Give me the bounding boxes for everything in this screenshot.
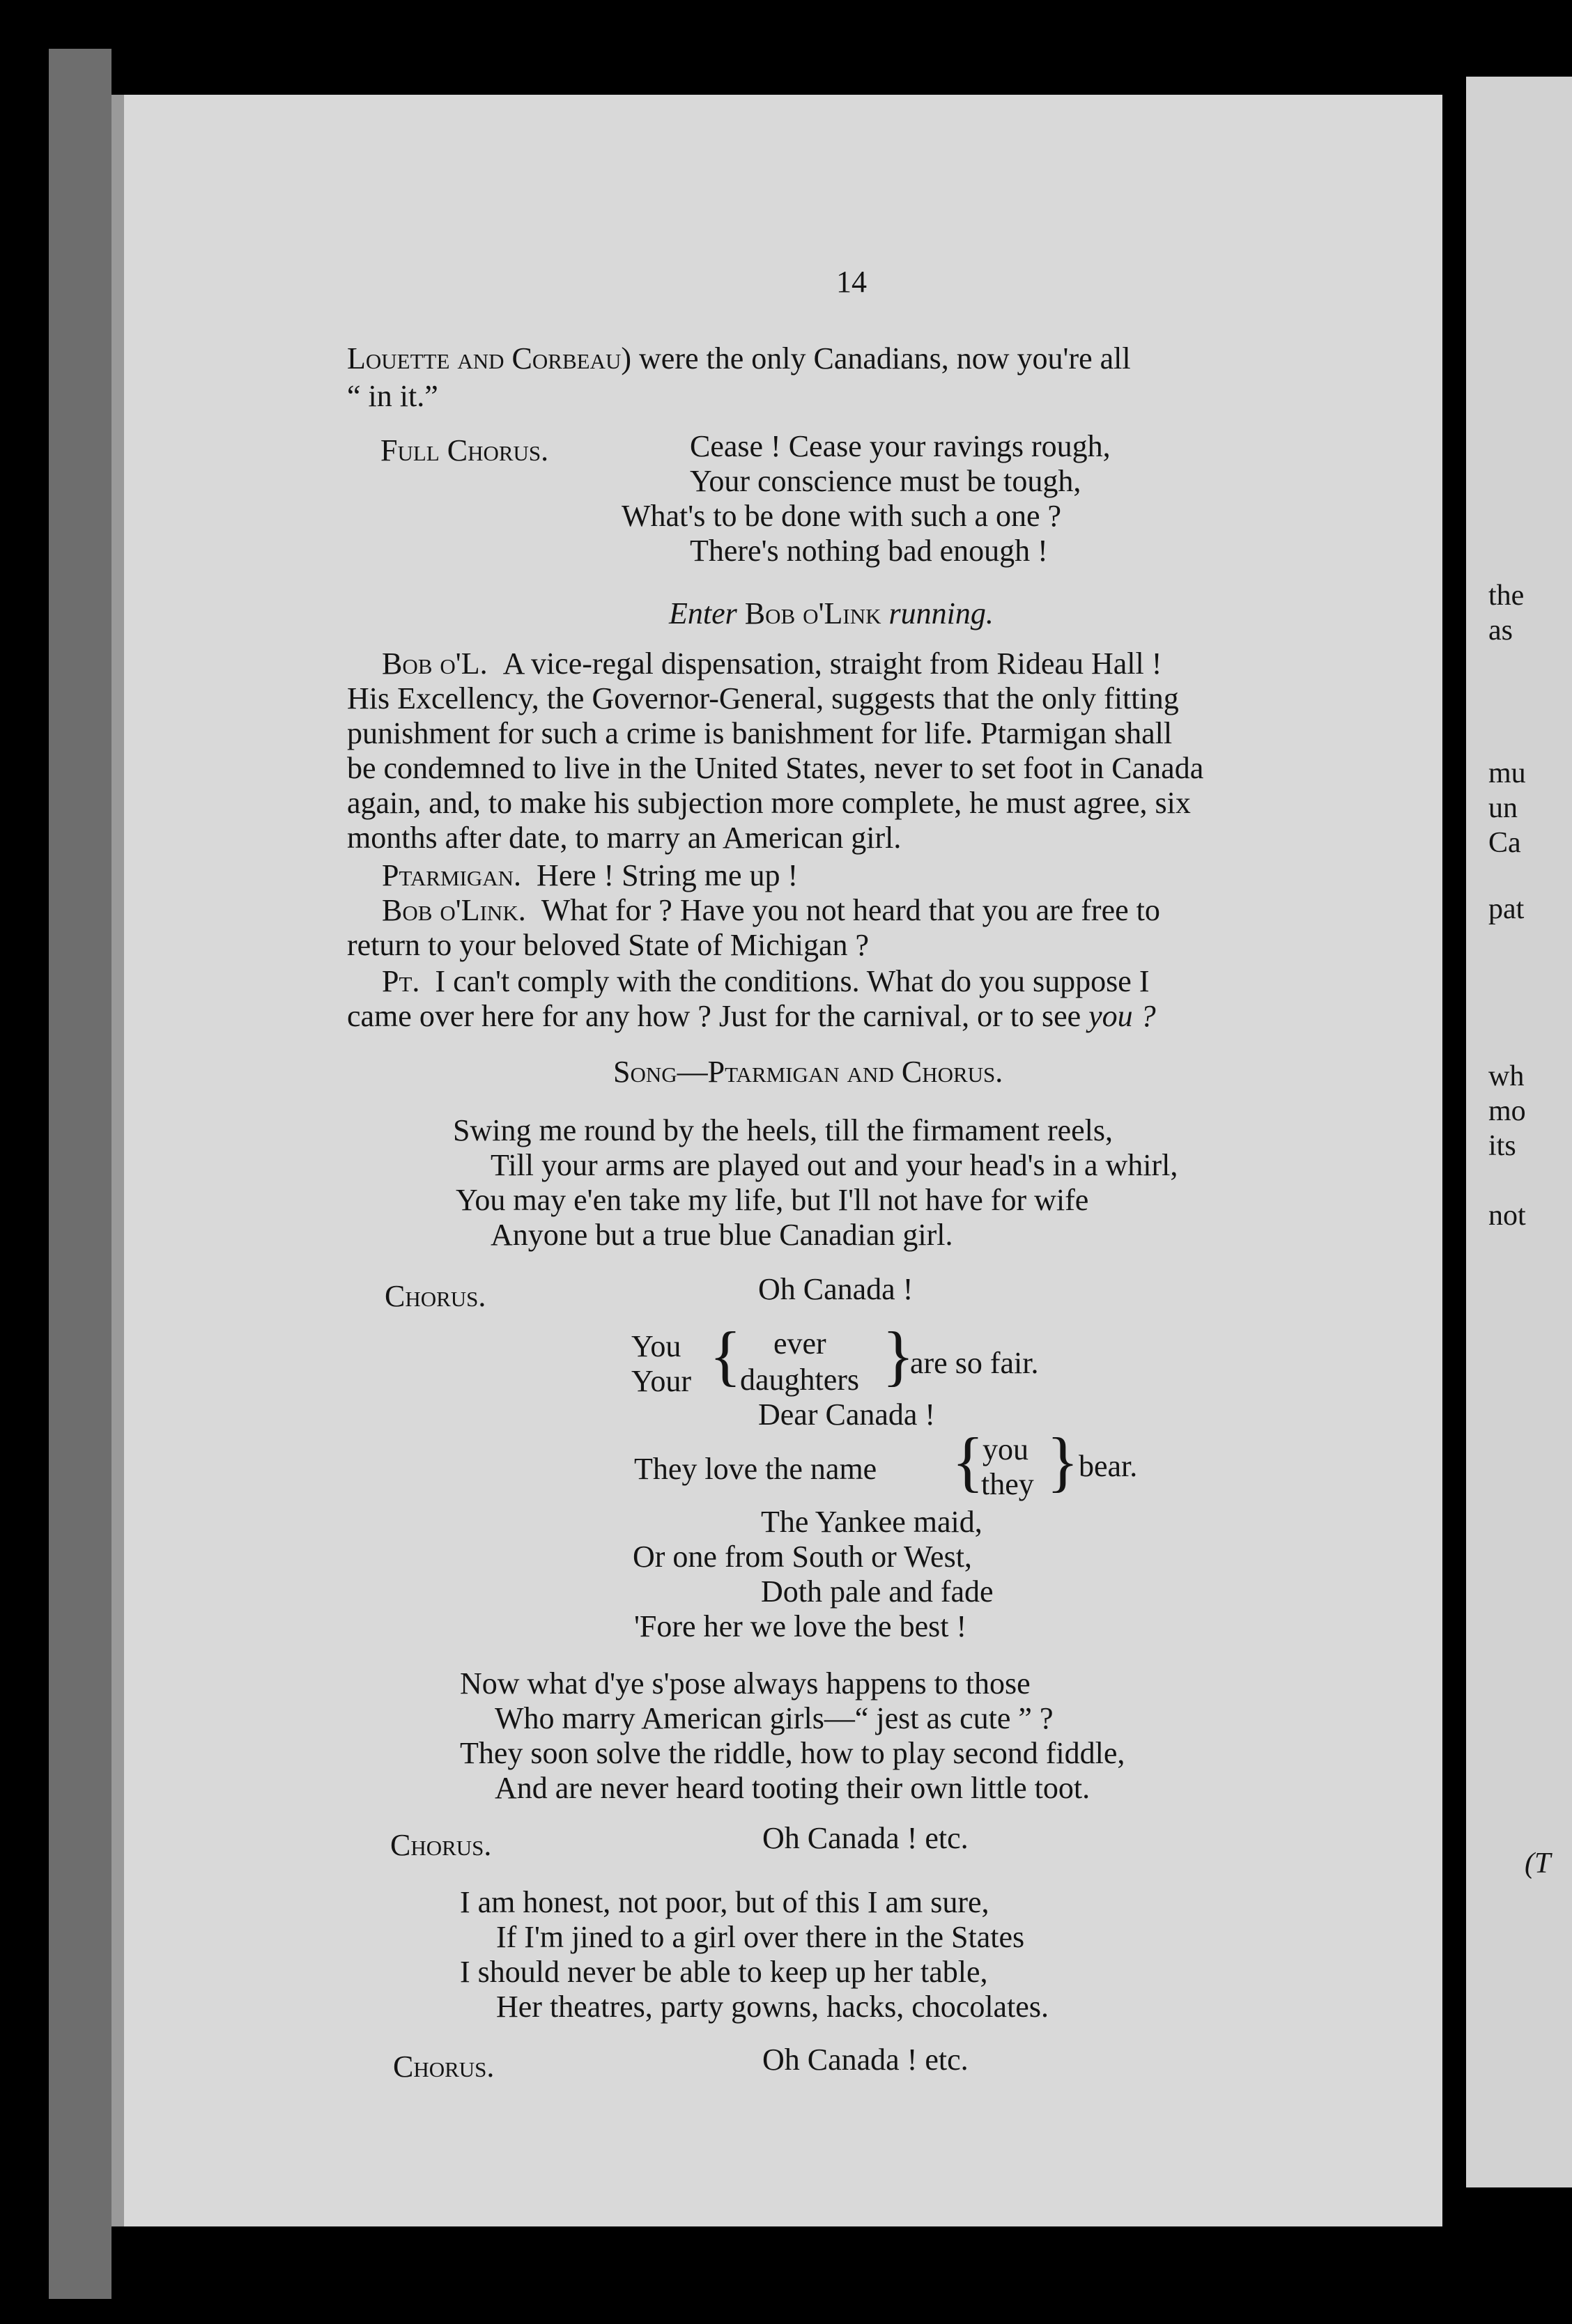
verse-line: Swing me round by the heels, till the firmament reels,: [453, 1113, 1114, 1147]
stage-direction-enter: Enter: [669, 596, 737, 630]
speaker-name: Bob o'Link.: [382, 893, 526, 927]
dialogue-line: [347, 999, 1156, 1034]
dialogue-emphasis: you ?: [1088, 999, 1156, 1033]
stage-direction-action: running.: [888, 596, 994, 630]
left-brace: {: [952, 1424, 985, 1498]
chorus-line: Doth pale and fade: [761, 1574, 994, 1609]
facing-page-fragment: un: [1488, 792, 1518, 824]
speaker-name: Ptarmigan.: [382, 858, 522, 892]
dialogue-line: [382, 893, 1160, 928]
verse-line: If I'm jined to a girl over there in the States: [496, 1920, 1025, 1954]
book-binding: [49, 49, 111, 2299]
intro-line-1-text: ) were the only Canadians, now you're all: [621, 341, 1131, 375]
full-chorus-line: There's nothing bad enough !: [690, 534, 1048, 568]
verse-line: I am honest, not poor, but of this I am sure,: [460, 1885, 989, 1919]
page-number: 14: [836, 265, 867, 299]
verse-line: Who marry American girls—“ jest as cute ” ?: [495, 1701, 1054, 1735]
full-chorus-line: Your conscience must be tough,: [690, 464, 1081, 498]
chorus-word: you: [982, 1432, 1028, 1466]
facing-page-fragment: pat: [1488, 893, 1525, 925]
dialogue-line: return to your beloved State of Michigan ?: [347, 928, 870, 962]
left-brace: {: [709, 1318, 742, 1393]
chorus-line: Or one from South or West,: [633, 1540, 972, 1574]
chorus-line: Oh Canada ! etc.: [762, 1821, 969, 1855]
chorus-line: Oh Canada ! etc.: [762, 2043, 969, 2077]
dialogue-line: [382, 964, 1149, 999]
chorus-word: bear.: [1079, 1449, 1138, 1483]
verse-line: Anyone but a true blue Canadian girl.: [491, 1218, 953, 1252]
facing-page-fragment: as: [1488, 614, 1513, 646]
dialogue-line: His Excellency, the Governor-General, suggests that the only fitting: [347, 681, 1179, 715]
dialogue-line: months after date, to marry an American girl.: [347, 821, 902, 855]
facing-page-edge: [1466, 77, 1572, 2187]
intro-line-2: “ in it.”: [347, 379, 438, 413]
right-brace: }: [1047, 1424, 1079, 1498]
chorus-word: are so fair.: [910, 1346, 1039, 1380]
dialogue-text: I can't comply with the conditions. What do you suppose I: [435, 964, 1150, 998]
chorus-word: daughters: [740, 1363, 860, 1397]
chorus-word: they: [981, 1467, 1034, 1501]
speaker-name: Bob o'L.: [382, 646, 488, 681]
verse-line: Her theatres, party gowns, hacks, chocolates.: [496, 1990, 1049, 2024]
dialogue-line: punishment for such a crime is banishment for life. Ptarmigan shall: [347, 716, 1173, 750]
speaker-name: Pt.: [382, 964, 420, 998]
dialogue-line: [382, 858, 798, 893]
chorus-line: They love the name: [634, 1452, 877, 1486]
song-title: Song—Ptarmigan and Chorus.: [613, 1055, 1003, 1089]
full-chorus-line: Cease ! Cease your ravings rough,: [690, 429, 1111, 463]
chorus-line: Dear Canada !: [758, 1397, 936, 1432]
verse-line: They soon solve the riddle, how to play second fiddle,: [460, 1736, 1125, 1770]
verse-line: Now what d'ye s'pose always happens to those: [460, 1666, 1031, 1701]
dialogue-text: came over here for any how ? Just for the carnival, or to see: [347, 999, 1081, 1033]
intro-line-1: [347, 341, 1131, 376]
facing-page-fragment: its: [1488, 1130, 1516, 1162]
full-chorus-line: What's to be done with such a one ?: [622, 499, 1062, 533]
right-brace: }: [882, 1318, 915, 1393]
facing-page-fragment: the: [1488, 580, 1525, 612]
chorus-line: The Yankee maid,: [761, 1505, 982, 1539]
dialogue-line: [382, 646, 1162, 681]
chorus-line: Oh Canada !: [758, 1272, 914, 1306]
verse-line: You may e'en take my life, but I'll not have for wife: [456, 1183, 1089, 1217]
character-names: Louette and Corbeau: [347, 341, 622, 375]
verse-line: And are never heard tooting their own little toot.: [495, 1771, 1091, 1805]
verse-line: I should never be able to keep up her table,: [460, 1955, 988, 1989]
full-chorus-label: Full Chorus.: [380, 433, 549, 467]
chorus-word: Your: [631, 1364, 692, 1398]
facing-page-fragment: Ca: [1488, 827, 1521, 859]
chorus-line: 'Fore her we love the best !: [634, 1609, 967, 1643]
dialogue-text: A vice-regal dispensation, straight from Rideau Hall !: [502, 646, 1162, 681]
dialogue-line: again, and, to make his subjection more complete, he must agree, six: [347, 786, 1191, 820]
dialogue-text: What for ? Have you not heard that you are free to: [541, 893, 1160, 927]
chorus-label: Chorus.: [390, 1828, 492, 1862]
verse-line: Till your arms are played out and your head's in a whirl,: [491, 1148, 1178, 1182]
chorus-label: Chorus.: [385, 1279, 486, 1313]
stage-direction-name: Bob o'Link: [744, 596, 881, 630]
facing-page-fragment: not: [1488, 1200, 1526, 1232]
stage-direction: [669, 596, 994, 631]
facing-page-fragment: wh: [1488, 1060, 1525, 1092]
chorus-word: ever: [773, 1326, 826, 1361]
dialogue-text: Here ! String me up !: [537, 858, 799, 892]
dialogue-line: be condemned to live in the United States, never to set foot in Canada: [347, 751, 1204, 785]
chorus-label: Chorus.: [393, 2050, 495, 2084]
chorus-word: You: [631, 1329, 681, 1363]
facing-page-fragment: mu: [1488, 757, 1526, 789]
facing-page-fragment: (T: [1525, 1847, 1551, 1880]
facing-page-fragment: mo: [1488, 1095, 1526, 1127]
